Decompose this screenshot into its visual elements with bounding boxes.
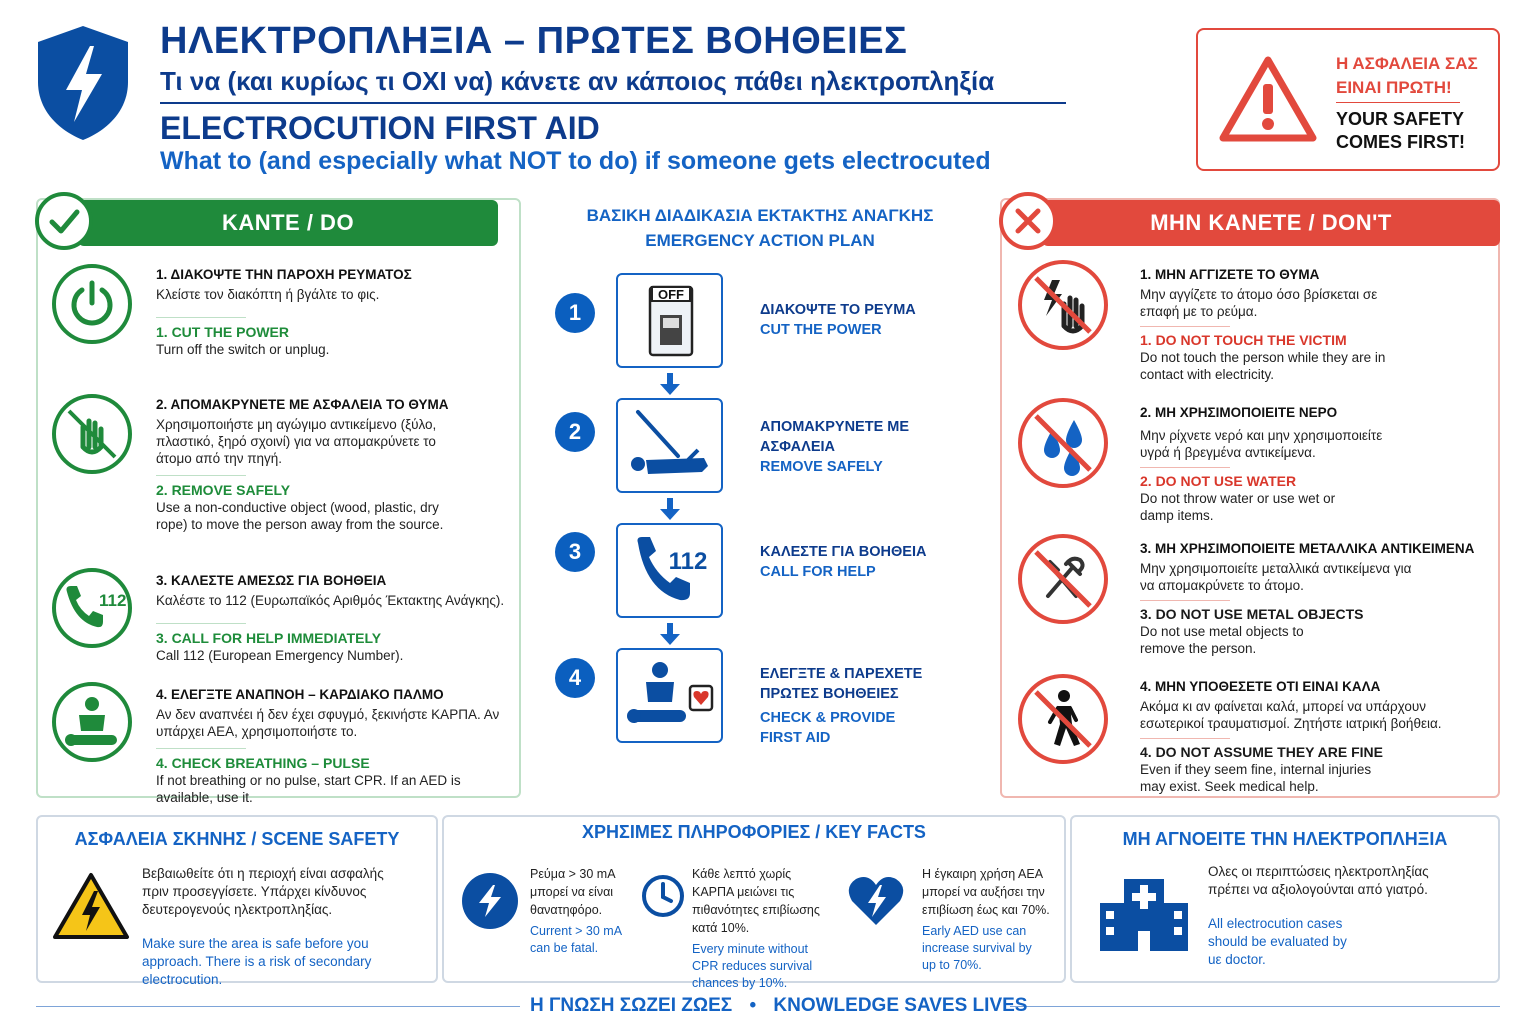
- step-number: 2: [555, 412, 595, 452]
- step-1-text: [760, 300, 980, 340]
- dont-item-3-text-en: Do not use metal objects to remove the person.: [1140, 624, 1304, 656]
- step-4-text: [760, 664, 980, 748]
- dont-item-1-heading-en: 1. DO NOT TOUCH THE VICTIM: [1140, 332, 1347, 348]
- key-fact-3: [922, 865, 1072, 974]
- do-item-3-text-en: Call 112 (European Emergency Number).: [156, 648, 404, 663]
- divider: [156, 317, 246, 318]
- cross-icon: [999, 192, 1057, 250]
- dont-item-4-text-gr: Ακόμα κι αν φαίνεται καλά, μπορεί να υπάρχουν εσωτερικοί τραυματισμοί. Ζητήστε ιατρική βοήθεια.: [1140, 699, 1442, 731]
- page-subtitle-english: What to (and especially what NOT to do) if someone gets electrocuted: [160, 147, 991, 175]
- divider: [1140, 738, 1230, 739]
- footer-slogan-gr: Η ΓΝΩΣΗ ΣΩΖΕΙ ΖΩΕΣ: [530, 995, 733, 1016]
- do-item-2-heading-gr: 2. ΑΠΟΜΑΚΡΥΝΕΤΕ ΜΕ ΑΣΦΑΛΕΙΑ ΤΟ ΘΥΜΑ: [156, 397, 449, 412]
- dont-panel: [1000, 198, 1500, 798]
- key-fact-2-gr: Κάθε λεπτό χωρίς ΚΑΡΠΑ μειώνει τις πιθανότητες επιβίωσης κατά 10%.: [692, 867, 820, 935]
- dont-item-4-text-en: Even if they seem fine, internal injuries may exist. Seek medical help.: [1140, 762, 1372, 794]
- high-voltage-icon: [52, 871, 130, 941]
- divider: [156, 623, 246, 624]
- checkmark-icon: [35, 192, 93, 250]
- dont-item-1-text-en: Do not touch the person while they are in contact with electricity.: [1140, 350, 1386, 382]
- scene-safety-text: [142, 865, 432, 989]
- action-plan-title: [560, 203, 960, 253]
- key-facts-title: ΧΡΗΣΙΜΕΣ ΠΛΗΡΟΦΟΡΙΕΣ / KEY FACTS: [582, 822, 926, 842]
- arrow-down-icon: [660, 373, 680, 395]
- dont-item-2: [1140, 404, 1500, 524]
- dont-item-1-heading-gr: 1. ΜΗΝ ΑΓΓΙΖΕΤΕ ΤΟ ΘΥΜΑ: [1140, 267, 1320, 282]
- do-item-3-heading-gr: 3. ΚΑΛΕΣΤΕ ΑΜΕΣΩΣ ΓΙΑ ΒΟΗΘΕΙΑ: [156, 573, 387, 588]
- page-title-english: ELECTROCUTION FIRST AID: [160, 110, 600, 146]
- key-fact-3-en: Early AED use can increase survival by up to 70%.: [922, 924, 1032, 972]
- neglect-text-gr: Ολες οι περιπτώσεις ηλεκτροπληξίας πρέπει να αξιολογούνται από γιατρό.: [1208, 864, 1429, 897]
- do-item-1: [156, 266, 516, 358]
- scene-safety-text-en: Make sure the area is safe before you approach. There is a risk of secondary electrocution.: [142, 936, 372, 987]
- dont-item-3-heading-gr: 3. ΜΗ ΧΡΗΣΙΜΟΠΟΙΕΙΤΕ ΜΕΤΑΛΛΙΚΑ ΑΝΤΙΚΕΙΜΕΝΑ: [1140, 541, 1475, 556]
- divider: [1140, 600, 1230, 601]
- action-plan-title-gr: ΒΑΣΙΚΗ ΔΙΑΔΙΚΑΣΙΑ ΕΚΤΑΚΤΗΣ ΑΝΑΓΚΗΣ: [586, 206, 934, 225]
- cpr-aed-icon: [616, 648, 723, 743]
- divider: [1140, 467, 1230, 468]
- phone-112-label: 112: [99, 591, 127, 610]
- arrow-down-icon: [660, 623, 680, 645]
- do-item-1-heading-en: 1. CUT THE POWER: [156, 324, 290, 340]
- safety-en-line2: COMES FIRST!: [1336, 132, 1465, 152]
- step-4-en: CHECK & PROVIDE FIRST AID: [760, 710, 896, 746]
- dont-item-1: [1140, 266, 1500, 383]
- cpr-icon: [52, 682, 132, 762]
- phone-112-icon: [616, 523, 723, 618]
- scene-safety-title: ΑΣΦΑΛΕΙΑ ΣΚΗΝΗΣ / SCENE SAFETY: [74, 829, 400, 849]
- do-item-4-text-gr: Αν δεν αναπνέει ή δεν έχει σφυγμό, ξεκινήστε ΚΑΡΠΑ. Αν υπάρχει ΑΕΑ, χρησιμοποιήστε το.: [156, 707, 500, 739]
- neglect-text-en: All electrocution cases should be evaluated by uε doctor.: [1208, 916, 1347, 967]
- stick-rescue-icon: [616, 398, 723, 493]
- neglect-title: ΜΗ ΑΓΝΟΕΙΤΕ ΤΗΝ ΗΛΕΚΤΡΟΠΛΗΞΙΑ: [1122, 829, 1448, 849]
- footer-divider-right: [1010, 1006, 1500, 1007]
- page-subtitle-greek: Τι να (και κυρίως τι ΟΧΙ να) κάνετε αν κάποιος πάθει ηλεκτροπληξία: [160, 66, 995, 96]
- step-3-en: CALL FOR HELP: [760, 564, 876, 580]
- dont-item-3-text-gr: Μην χρησιμοποιείτε μεταλλικά αντικείμενα για να απομακρύνετε το άτομο.: [1140, 561, 1412, 593]
- step-2-text: [760, 417, 980, 477]
- do-item-2-text-en: Use a non-conductive object (wood, plastic, dry rope) to move the person away from the source.: [156, 500, 444, 532]
- action-plan-title-en: EMERGENCY ACTION PLAN: [645, 231, 875, 250]
- safety-gr-line1: Η ΑΣΦΑΛΕΙΑ ΣΑΣ: [1336, 54, 1478, 73]
- neglect-box: [1070, 815, 1500, 983]
- key-fact-2-en: Every minute without CPR reduces survival chances by 10%.: [692, 942, 813, 990]
- step-3-gr: ΚΑΛΕΣΤΕ ΓΙΑ ΒΟΗΘΕΙΑ: [760, 544, 927, 560]
- page-title-greek: ΗΛΕΚΤΡΟΠΛΗΞΙΑ – ΠΡΩΤΕΣ ΒΟΗΘΕΙΕΣ: [160, 20, 908, 62]
- arrow-down-icon: [660, 498, 680, 520]
- power-icon: [52, 264, 132, 344]
- step-1-gr: ΔΙΑΚΟΨΤΕ ΤΟ ΡΕΥΜΑ: [760, 302, 916, 318]
- do-item-3-heading-en: 3. CALL FOR HELP IMMEDIATELY: [156, 630, 382, 646]
- divider: [1140, 326, 1230, 327]
- footer-slogan-en: KNOWLEDGE SAVES LIVES: [773, 995, 1028, 1016]
- do-item-4-heading-en: 4. CHECK BREATHING – PULSE: [156, 755, 370, 771]
- key-fact-2: [692, 865, 842, 992]
- safety-notice: [1196, 28, 1500, 171]
- step-4-gr: ΕΛΕΓΞΤΕ & ΠΑΡΕΧΕΤΕ ΠΡΩΤΕΣ ΒΟΗΘΕΙΕΣ: [760, 666, 923, 702]
- safety-gr-line2: ΕΙΝΑΙ ΠΡΩΤΗ!: [1336, 78, 1452, 97]
- warning-triangle-icon: [1218, 54, 1318, 144]
- phone-112-label: 112: [668, 548, 708, 575]
- no-walking-away-icon: [1018, 674, 1108, 764]
- dont-item-4-heading-gr: 4. ΜΗΝ ΥΠΟΘΕΣΕΤΕ ΟΤΙ ΕΙΝΑΙ ΚΑΛΑ: [1140, 679, 1381, 694]
- neglect-text: [1208, 863, 1488, 969]
- safety-en-line1: YOUR SAFETY: [1336, 109, 1465, 129]
- switch-off-label: OFF: [658, 287, 684, 302]
- do-item-2-heading-en: 2. REMOVE SAFELY: [156, 482, 291, 498]
- dont-item-3: [1140, 540, 1490, 657]
- safety-divider: [1336, 102, 1460, 103]
- key-fact-3-gr: Η έγκαιρη χρήση ΑΕΑ μπορεί να αυξήσει την επιβίωση έως και 70%.: [922, 867, 1050, 917]
- safety-notice-greek: [1336, 52, 1486, 100]
- dont-item-4: [1140, 678, 1490, 795]
- no-hand-icon: [52, 394, 132, 474]
- phone-112-icon: [52, 568, 132, 648]
- no-water-icon: [1018, 398, 1108, 488]
- lightning-icon: [462, 873, 518, 929]
- dont-item-4-heading-en: 4. DO NOT ASSUME THEY ARE FINE: [1140, 744, 1383, 760]
- dont-item-2-heading-gr: 2. ΜΗ ΧΡΗΣΙΜΟΠΟΙΕΙΤΕ ΝΕΡΟ: [1140, 405, 1338, 420]
- do-item-1-text-en: Turn off the switch or unplug.: [156, 342, 330, 357]
- dont-item-1-text-gr: Μην αγγίζετε το άτομο όσο βρίσκεται σε επαφή με το ρεύμα.: [1140, 287, 1378, 319]
- footer-divider-left: [36, 1006, 520, 1007]
- dont-item-3-heading-en: 3. DO NOT USE METAL OBJECTS: [1140, 606, 1364, 622]
- step-number: 4: [555, 658, 595, 698]
- do-item-2: [156, 396, 516, 533]
- clock-icon: [640, 873, 686, 919]
- do-item-1-text-gr: Κλείστε τον διακόπτη ή βγάλτε το φις.: [156, 287, 380, 302]
- do-item-3-text-gr: Καλέστε το 112 (Ευρωπαϊκός Αριθμός Έκτακτης Ανάγκης).: [156, 593, 505, 608]
- no-touch-icon: [1018, 260, 1108, 350]
- divider: [156, 748, 246, 749]
- do-item-4-heading-gr: 4. ΕΛΕΓΞΤΕ ΑΝΑΠΝΟΗ – ΚΑΡΔΙΑΚΟ ΠΑΛΜΟ: [156, 687, 444, 702]
- step-number: 3: [555, 532, 595, 572]
- step-2-en: REMOVE SAFELY: [760, 459, 883, 475]
- dont-item-2-text-gr: Μην ρίχνετε νερό και μην χρησιμοποιείτε υγρά ή βρεγμένα αντικείμενα.: [1140, 428, 1383, 460]
- key-fact-1-gr: Ρεύμα > 30 mA μπορεί να είναι θανατηφόρο.: [530, 867, 615, 917]
- title-divider: [160, 102, 1066, 104]
- step-2-gr: ΑΠΟΜΑΚΡΥΝΕΤΕ ΜΕ ΑΣΦΑΛΕΙΑ: [760, 419, 910, 455]
- scene-safety-text-gr: Βεβαιωθείτε ότι η περιοχή είναι ασφαλής πριν προσεγγίσετε. Υπάρχει κίνδυνος δευτερογενούς ηλεκτροπληξίας.: [142, 866, 384, 917]
- do-item-1-heading-gr: 1. ΔΙΑΚΟΨΤΕ ΤΗΝ ΠΑΡΟΧΗ ΡΕΥΜΑΤΟΣ: [156, 267, 412, 282]
- do-panel: [36, 198, 521, 805]
- do-item-3: [156, 572, 520, 664]
- dont-banner: ΜΗΝ ΚΑΝΕΤΕ / DON'T: [1042, 200, 1500, 246]
- do-item-4-text-en: If not breathing or no pulse, start CPR. If an AED is available, use it.: [156, 773, 461, 805]
- footer-separator: •: [749, 995, 757, 1016]
- scene-safety-box: [36, 815, 438, 987]
- do-item-4: [156, 686, 506, 806]
- footer-slogan: [530, 995, 1028, 1017]
- key-facts-box: [442, 815, 1066, 990]
- switch-off-icon: [616, 273, 723, 368]
- heart-aed-icon: [846, 873, 906, 929]
- key-fact-1-en: Current > 30 mA can be fatal.: [530, 924, 622, 955]
- dont-item-2-heading-en: 2. DO NOT USE WATER: [1140, 473, 1297, 489]
- safety-notice-english: [1336, 108, 1486, 154]
- step-3-text: [760, 542, 980, 582]
- do-banner: ΚΑΝΤΕ / DO: [78, 200, 498, 246]
- hospital-icon: [1096, 873, 1192, 953]
- no-metal-tools-icon: [1018, 534, 1108, 624]
- shield-lightning-icon: [34, 24, 132, 142]
- step-1-en: CUT THE POWER: [760, 322, 882, 338]
- do-item-2-text-gr: Χρησιμοποιήστε μη αγώγιμο αντικείμενο (ξύλο, πλαστικό, ξηρό σχοινί) για να απομακρύνετε το άτομο από την πηγή.: [156, 417, 437, 466]
- dont-item-2-text-en: Do not throw water or use wet or damp items.: [1140, 491, 1336, 523]
- divider: [156, 475, 246, 476]
- step-number: 1: [555, 293, 595, 333]
